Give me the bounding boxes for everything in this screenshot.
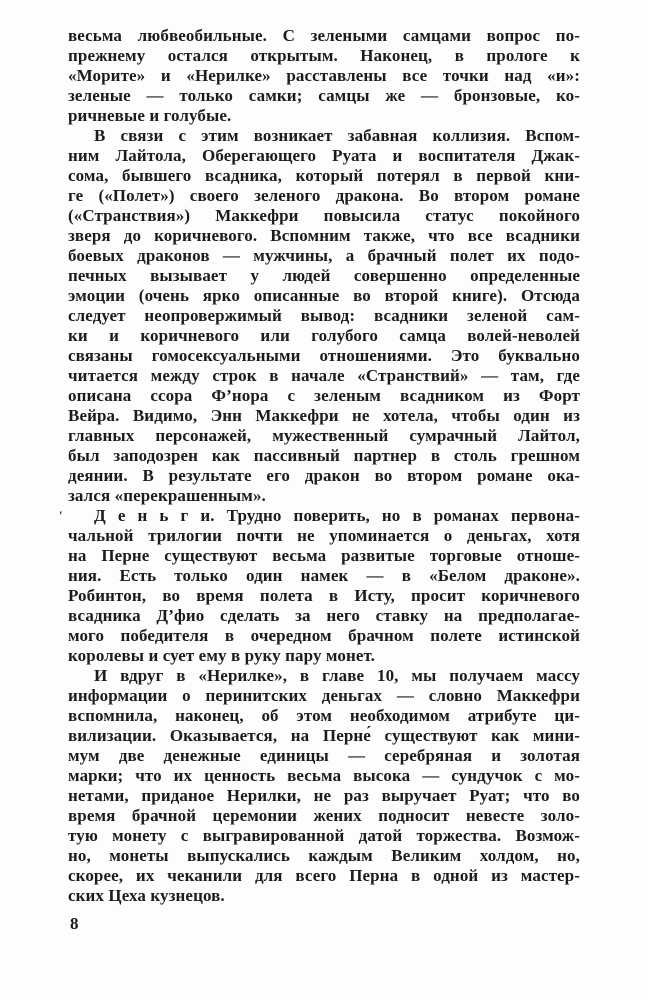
text-line: нетами, приданое Нерилки, не раз выручает Руат; что во [68, 786, 580, 805]
text-line: В связи с этим возникает забавная коллизия. Вспом- [94, 126, 580, 145]
text-line: Робинтон, во время полета в Исту, просит коричневого [68, 586, 580, 605]
text-line: зверя до коричневого. Вспомним также, что все всадники [68, 226, 580, 245]
text-line: ним Лайтола, Оберегающего Руата и воспитателя Джак- [68, 146, 580, 165]
text-line: читается между строк в начале «Странствий» — там, где [68, 366, 580, 385]
text-line: вилизации. Оказывается, на Перне́ существуют как мини- [68, 726, 580, 745]
text-line: зеленые — только самки; самцы же — бронзовые, ко- [68, 86, 580, 105]
text-line: королевы и сует ему в руку пару монет. [68, 646, 376, 665]
margin-tick: ʹ [59, 508, 63, 523]
text-line: чальной трилогии почти не упоминается о деньгах, хотя [68, 526, 580, 545]
paragraph [68, 126, 580, 506]
text-line: Д е н ь г и. Трудно поверить, но в романах первона- [94, 506, 580, 525]
text-line: эмоции (очень ярко описанные во второй книге). Отсюда [68, 286, 580, 305]
text-line: ских Цеха кузнецов. [68, 886, 225, 905]
text-line: марки; что их ценность весьма высока — сундучок с мо- [68, 766, 580, 785]
text-line: весьма любвеобильные. С зелеными самцами вопрос по- [68, 26, 580, 45]
text-line: ричневые и голубые. [68, 106, 232, 125]
text-line: («Странствия») Маккефри повысила статус покойного [68, 206, 580, 225]
text-line: следует неопровержимый вывод: всадники зеленой сам- [68, 306, 580, 325]
text-line: скорее, их чеканили для всего Перна в одной из мастер- [68, 866, 580, 885]
paragraph [68, 26, 580, 126]
text-line: Вейра. Видимо, Энн Маккефри не хотела, чтобы один из [68, 406, 580, 425]
page-number: 8 [70, 914, 79, 933]
text-line: главных персонажей, мужественный сумрачный Лайтол, [68, 426, 580, 445]
text-block [68, 26, 580, 906]
text-line: время брачной церемонии жених подносит невесте золо- [68, 806, 580, 825]
text-line: ния. Есть только один намек — в «Белом драконе». [68, 566, 580, 585]
text-line: сома, бывшего всадника, который потерял в первой кни- [68, 166, 580, 185]
text-line: информации о перинитских деньгах — словно Маккефри [68, 686, 580, 705]
text-line: был заподозрен как пассивный партнер в столь грешном [68, 446, 580, 465]
text-line: И вдруг в «Нерилке», в главе 10, мы получаем массу [94, 666, 580, 685]
text-line: боевых драконов — мужчины, а брачный полет их подо- [68, 246, 580, 265]
text-line: прежнему остался открытым. Наконец, в прологе к [68, 46, 580, 65]
text-line: вспомнила, наконец, об этом необходимом атрибуте ци- [68, 706, 580, 725]
text-line: на Перне существуют весьма развитые торговые отноше- [68, 546, 580, 565]
text-line: ки и коричневого или голубого самца волей-неволей [68, 326, 580, 345]
text-line: описана ссора Ф’нора с зеленым всадником из Форт [68, 386, 580, 405]
text-line: мого победителя в очередном брачном полете истинской [68, 626, 580, 645]
text-line: печных вызывает у людей совершенно определенные [68, 266, 580, 285]
text-line: мум две денежные единицы — серебряная и золотая [68, 746, 580, 765]
text-line: тую монету с выгравированной датой торжества. Возмож- [68, 826, 580, 845]
text-line: связаны гомосексуальными отношениями. Это буквально [68, 346, 580, 365]
text-line: но, монеты выпускались каждым Великим холдом, но, [68, 846, 580, 865]
text-line: зался «перекрашенным». [68, 486, 266, 505]
text-line: ге («Полет») своего зеленого дракона. Во втором романе [68, 186, 580, 205]
text-line: всадника Д’фио сделать за него ставку на предполагае- [68, 606, 580, 625]
text-line: «Морите» и «Нерилке» расставлены все точки над «и»: [68, 66, 580, 85]
paragraph [68, 506, 580, 666]
text-line: деянии. В результате его дракон во втором романе ока- [68, 466, 580, 485]
paragraph [68, 666, 580, 906]
